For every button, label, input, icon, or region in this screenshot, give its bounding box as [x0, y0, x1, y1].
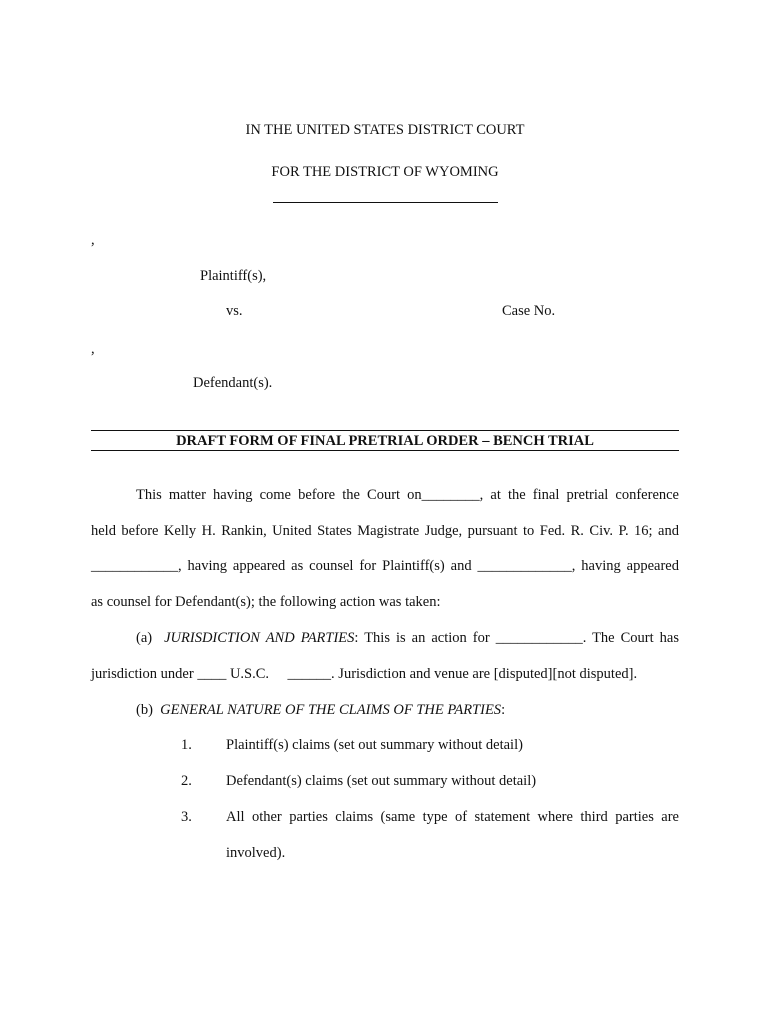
list-item-1-text: Plaintiff(s) claims (set out summary without detail) [226, 737, 523, 753]
section-b-heading: GENERAL NATURE OF THE CLAIMS OF THE PARTIES [160, 702, 502, 718]
list-item-3-continuation: involved). [226, 845, 286, 861]
list-item-2-text: Defendant(s) claims (set out summary without detail) [226, 773, 537, 789]
defendant-name-comma: , [91, 341, 95, 357]
paragraph-line-2: held before Kelly H. Rankin, United States Magistrate Judge, pursuant to Fed. R. Civ. P. 16; and [91, 523, 679, 539]
section-a [136, 630, 679, 647]
paragraph-line-1: This matter having come before the Court on________, at the final pretrial conference [136, 487, 679, 503]
title-top-rule [91, 430, 679, 431]
section-a-line-2: jurisdiction under ____ U.S.C. ______. Jurisdiction and venue are [disputed][not disputed]. [91, 666, 623, 682]
case-number-label: Case No. [502, 303, 556, 319]
court-heading: IN THE UNITED STATES DISTRICT COURT [245, 122, 525, 138]
document-title: DRAFT FORM OF FINAL PRETRIAL ORDER – BENCH TRIAL [176, 433, 594, 449]
plaintiff-name-comma: , [91, 232, 95, 248]
list-item-1-number: 1. [181, 737, 192, 753]
list-item-3-text: All other parties claims (same type of statement where third parties are [226, 809, 679, 825]
plaintiff-label: Plaintiff(s), [200, 268, 267, 284]
district-heading: FOR THE DISTRICT OF WYOMING [271, 164, 499, 180]
list-item-2-number: 2. [181, 773, 192, 789]
section-b [136, 702, 505, 719]
section-b-colon: : [501, 702, 506, 718]
defendant-label: Defendant(s). [193, 375, 273, 391]
paragraph-line-3: ____________, having appeared as counsel for Plaintiff(s) and _____________, having appeared [91, 558, 679, 574]
paragraph-line-4: as counsel for Defendant(s); the following action was taken: [91, 594, 441, 610]
section-a-heading: JURISDICTION AND PARTIES [164, 630, 355, 646]
versus-label: vs. [226, 303, 243, 319]
header-divider [273, 202, 498, 203]
section-b-marker: (b) [136, 702, 153, 718]
section-a-text: : This is an action for ____________. The Court has [354, 630, 679, 646]
section-a-marker: (a) [136, 630, 153, 646]
list-item-3-number: 3. [181, 809, 192, 825]
title-bottom-rule [91, 450, 679, 451]
